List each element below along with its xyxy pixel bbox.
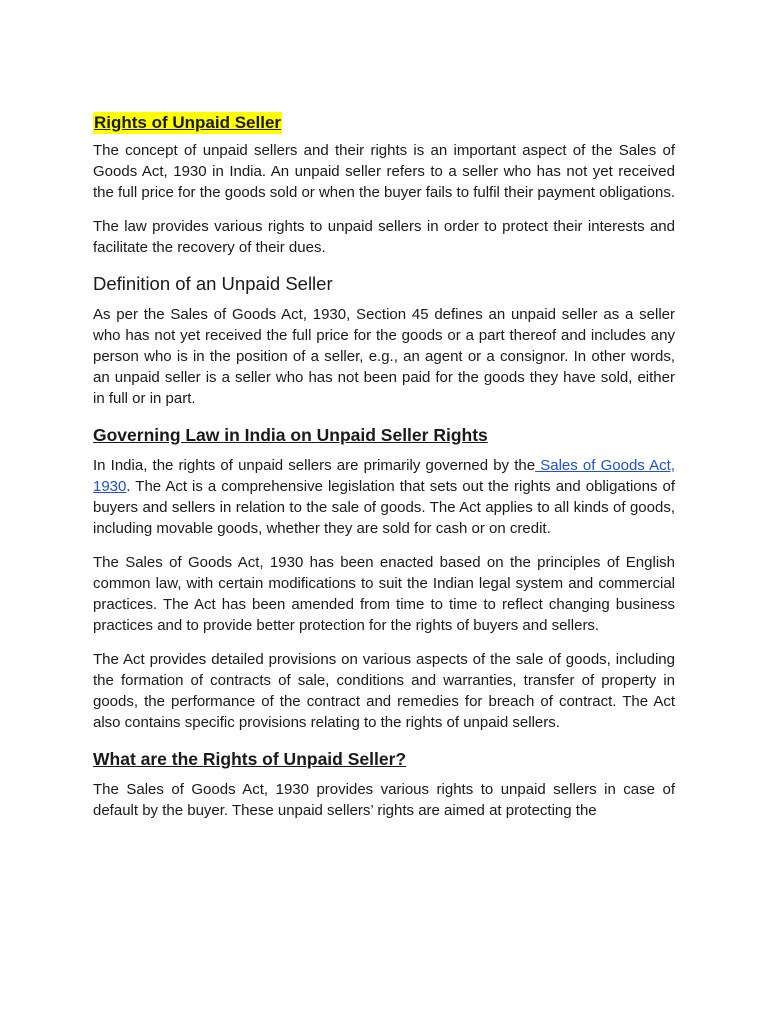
definition-paragraph: As per the Sales of Goods Act, 1930, Section 45 defines an unpaid seller as a seller who has not yet received the full price for the goods or a part thereof and includes any person who is in the position of a seller, e.g., an agent or a consignor. In other words, an unpaid seller is a seller who has not been paid for the goods they have sold, either in full or in part.	[93, 306, 675, 407]
definition-heading: Definition of an Unpaid Seller	[93, 273, 333, 294]
intro-paragraph-2: The law provides various rights to unpaid sellers in order to protect their interests and facilitate the recovery of their dues.	[93, 218, 675, 256]
governing-paragraph-3: The Act provides detailed provisions on various aspects of the sale of goods, including the formation of contracts of sale, conditions and warranties, transfer of property in goods, the performance of the contract and remedies for breach of contract. The Act also contains specific provisions relating to the rights of unpaid sellers.	[93, 651, 675, 731]
governing-text-before-link: In India, the rights of unpaid sellers are primarily governed by the	[93, 457, 536, 474]
document-page	[93, 112, 675, 834]
governing-text-after-link: . The Act is a comprehensive legislation that sets out the rights and obligations of buyers and sellers in relation to the sale of goods. The Act applies to all kinds of goods, including movable goods, whether they are sold for cash or on credit.	[93, 478, 675, 537]
governing-paragraph-1	[93, 455, 675, 539]
governing-law-heading: Governing Law in India on Unpaid Seller Rights	[93, 425, 488, 445]
intro-paragraph-1: The concept of unpaid sellers and their rights is an important aspect of the Sales of Goods Act, 1930 in India. An unpaid seller refers to a seller who has not yet received the full price for the goods sold or when the buyer fails to fulfil their payment obligations.	[93, 142, 675, 201]
sales-of-goods-act-link[interactable]: Sales of Goods Act, 1930	[93, 457, 675, 495]
rights-heading: What are the Rights of Unpaid Seller?	[93, 749, 407, 769]
rights-paragraph-1: The Sales of Goods Act, 1930 provides various rights to unpaid sellers in case of default by the buyer. These unpaid sellers’ rights are aimed at protecting the	[93, 781, 675, 819]
document-title: Rights of Unpaid Seller	[94, 113, 282, 132]
governing-paragraph-2: The Sales of Goods Act, 1930 has been enacted based on the principles of English common law, with certain modifications to suit the Indian legal system and commercial practices. The Act has been amended from time to time to reflect changing business practices and to provide better protection for the rights of buyers and sellers.	[93, 554, 675, 634]
